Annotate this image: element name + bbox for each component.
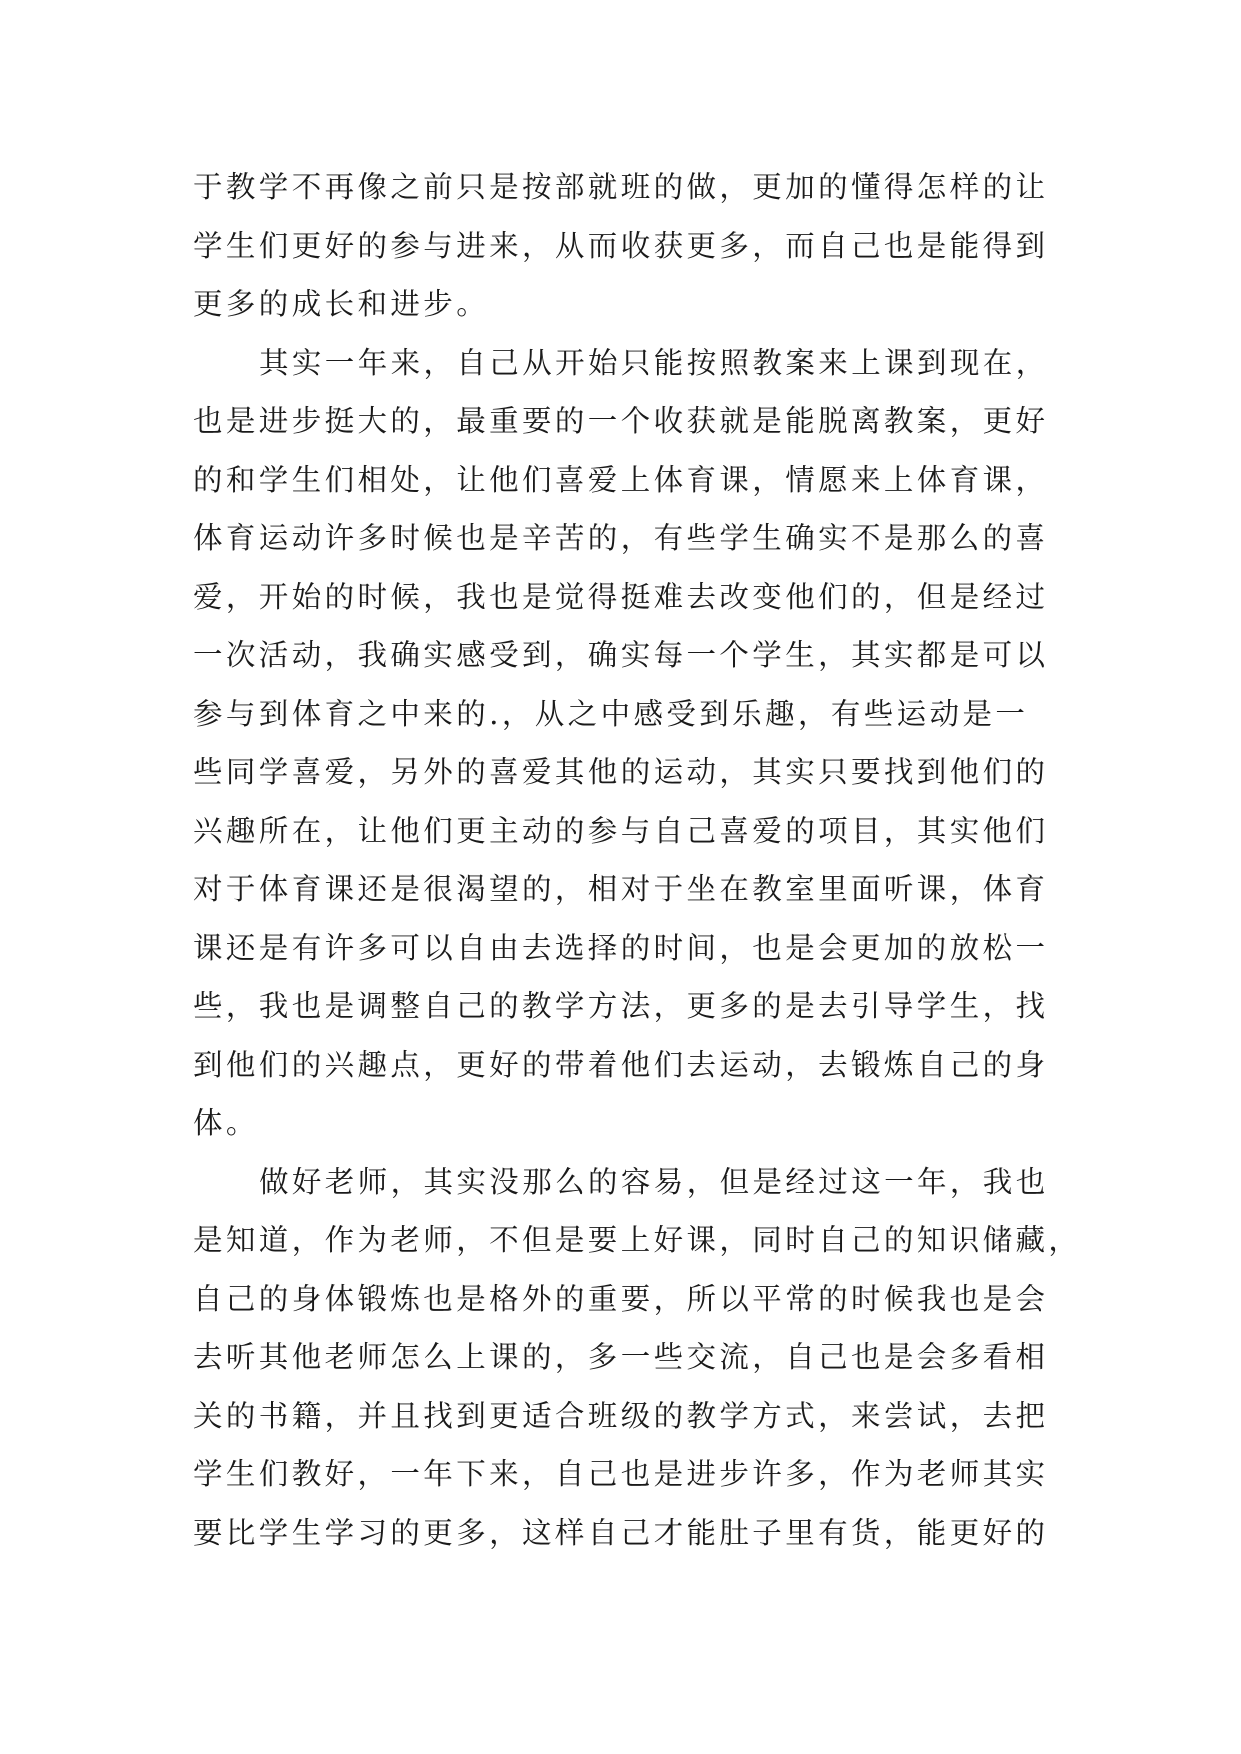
text-line: 参与到体育之中来的.，从之中感受到乐趣，有些运动是一	[193, 696, 1029, 731]
text-line: 兴趣所在，让他们更主动的参与自己喜爱的项目，其实他们	[193, 813, 1049, 848]
text-line: 体。	[193, 1106, 259, 1140]
text-line: 去听其他老师怎么上课的，多一些交流，自己也是会多看相	[193, 1340, 1049, 1374]
text-line: 自己的身体锻炼也是格外的重要，所以平常的时候我也是会	[193, 1281, 1049, 1316]
text-line: 到他们的兴趣点，更好的带着他们去运动，去锻炼自己的身	[193, 1047, 1049, 1082]
paragraph-1	[193, 158, 1073, 334]
text-line: 些同学喜爱，另外的喜爱其他的运动，其实只要找到他们的	[193, 755, 1049, 789]
text-line: 也是进步挺大的，最重要的一个收获就是能脱离教案，更好	[193, 404, 1049, 438]
text-line: 的和学生们相处，让他们喜爱上体育课，情愿来上体育课，	[193, 462, 1049, 497]
paragraph-3	[193, 1153, 1082, 1563]
text-line: 于教学不再像之前只是按部就班的做，更加的懂得怎样的让	[193, 170, 1049, 204]
text-line: 更多的成长和进步。	[193, 287, 490, 321]
text-line: 要比学生学习的更多，这样自己才能肚子里有货，能更好的	[193, 1515, 1049, 1550]
text-line: 体育运动许多时候也是辛苦的，有些学生确实不是那么的喜	[193, 521, 1049, 555]
text-line: 关的书籍，并且找到更适合班级的教学方式，来尝试，去把	[193, 1398, 1049, 1433]
text-line: 学生们教好，一年下来，自己也是进步许多，作为老师其实	[193, 1457, 1049, 1491]
text-line: 其实一年来，自己从开始只能按照教案来上课到现在，	[259, 345, 1049, 380]
text-line: 课还是有许多可以自由去选择的时间，也是会更加的放松一	[193, 930, 1049, 965]
document-body	[193, 158, 1082, 1562]
text-line: 学生们更好的参与进来，从而收获更多，而自己也是能得到	[193, 228, 1049, 263]
text-line: 些，我也是调整自己的教学方法，更多的是去引导学生，找	[193, 989, 1049, 1023]
paragraph-2	[193, 334, 1073, 1153]
text-line: 是知道，作为老师，不但是要上好课，同时自己的知识储藏，	[193, 1223, 1082, 1257]
text-line: 做好老师，其实没那么的容易，但是经过这一年，我也	[259, 1164, 1049, 1199]
text-line: 爱，开始的时候，我也是觉得挺难去改变他们的，但是经过	[193, 579, 1049, 614]
text-line: 对于体育课还是很渴望的，相对于坐在教室里面听课，体育	[193, 872, 1049, 906]
text-line: 一次活动，我确实感受到，确实每一个学生，其实都是可以	[193, 638, 1049, 672]
